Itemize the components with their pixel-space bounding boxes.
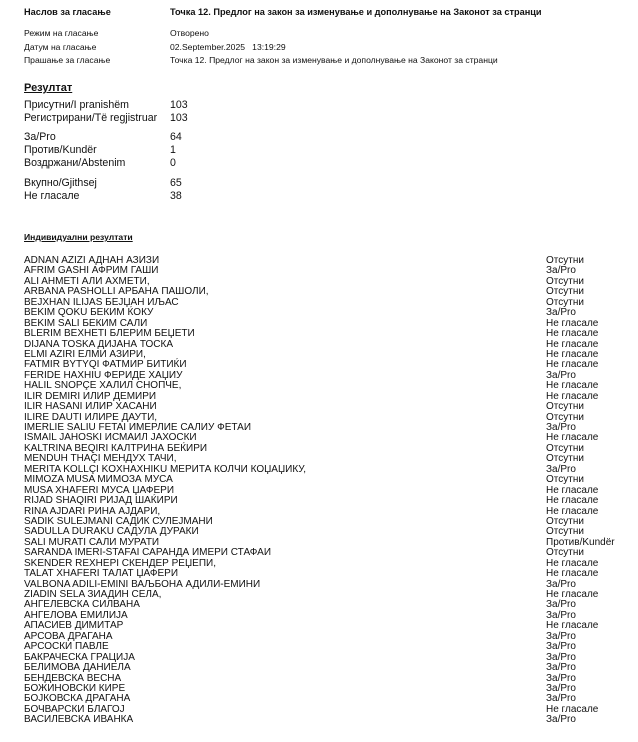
member-name: ARBANA PASHOLLI АРБАНА ПАШОЛИ, [24, 286, 209, 298]
member-vote: Отсутни [546, 442, 584, 454]
vote-mode-label: Режим на гласање [24, 28, 99, 38]
vote-question-label: Прашање за гласање [24, 55, 111, 65]
member-name: ILIRE DAUTI ИЛИРЕ ДАУТИ, [24, 411, 158, 423]
member-vote: Не гласале [546, 589, 599, 600]
member-vote: За/Pro [546, 693, 576, 705]
member-vote: За/Pro [546, 422, 576, 433]
member-vote: Не гласале [546, 557, 599, 569]
member-vote: Отсутни [546, 286, 584, 298]
stat-label: Не гласале [24, 190, 80, 202]
member-name: MUSA XHAFERI МУСА ЏАФЕРИ [24, 484, 175, 496]
stat-label: Вкупно/Gjithsej [24, 177, 97, 189]
member-name: БАКРАЧЕСКА ГРАЦИЈА [24, 651, 135, 663]
member-name: BEKIM SALI БЕКИМ САЛИ [24, 317, 148, 329]
member-name: SALI MURATI САЛИ МУРАТИ [24, 536, 160, 548]
member-vote: Не гласале [546, 432, 599, 444]
member-name: SKENDER REXHEPI СКЕНДЕР РЕЏЕПИ, [24, 557, 216, 569]
member-vote: За/Pro [546, 630, 576, 642]
member-name: FERIDE HAXHIU ФЕРИДЕ ХАЏИУ [24, 369, 183, 381]
member-vote: За/Pro [546, 463, 576, 475]
member-name: SADIK SULEJMANI САДИК СУЛЕЈМАНИ [24, 515, 213, 527]
member-name: AFRIM GASHI АФРИМ ГАШИ [24, 265, 159, 277]
member-name: ELMI AZIRI ЕЛМИ АЗИРИ, [24, 348, 146, 360]
member-vote: За/Pro [546, 599, 576, 611]
vote-title-value: Точка 12. Предлог на закон за изменување и дополнување на Законот за странци [170, 7, 542, 17]
member-name: БОЖИНОВСКИ КИРЕ [24, 682, 126, 694]
member-name: АНГЕЛЕВСКА СИЛВАНА [24, 599, 140, 611]
stat-label: Регистрирани/Të regjistruar [24, 112, 158, 124]
member-vote: Отсутни [546, 296, 584, 308]
member-name: TALAT XHAFERI ТАЛАТ ЏАФЕРИ [24, 568, 179, 580]
member-name: АПАСИЕВ ДИМИТАР [24, 620, 124, 632]
stat-value: 0 [170, 157, 176, 169]
member-name: DIJANA TOSKA ДИЈАНА ТОСКА [24, 338, 174, 350]
member-vote: Не гласале [546, 338, 599, 350]
table-row [24, 496, 624, 506]
member-vote: Отсутни [546, 526, 584, 538]
member-name: SARANDA IMERI-STAFAI САРАНДА ИМЕРИ СТАФАИ [24, 547, 272, 559]
member-vote: За/Pro [546, 662, 576, 674]
member-name: BEJXHAN ILIJAS БЕЈЏАН ИЉАС [24, 296, 179, 308]
table-row [24, 621, 624, 631]
member-vote: Не гласале [546, 484, 599, 496]
table-row [24, 632, 624, 642]
individual-results-list [24, 256, 624, 726]
member-vote: За/Pro [546, 578, 576, 590]
stat-value: 1 [170, 144, 176, 156]
member-vote: Отсутни [546, 474, 584, 486]
stat-label: За/Pro [24, 131, 56, 143]
table-row [24, 402, 624, 412]
member-vote: За/Pro [546, 672, 576, 684]
member-name: RINA AJDARI РИНА АЈДАРИ, [24, 505, 161, 517]
member-name: БЕНДЕВСКА ВЕСНА [24, 672, 122, 684]
member-name: АНГЕЛОВА ЕМИЛИЈА [24, 609, 128, 621]
member-vote: За/Pro [546, 714, 576, 726]
member-name: БЕЛИМОВА ДАНИЕЛА [24, 662, 131, 674]
vote-mode-value: Отворено [170, 28, 209, 38]
stat-label: Присутни/I pranishëm [24, 99, 129, 111]
member-name: HALIL SNOPÇE ХАЛИЛ СНОПЧЕ, [24, 380, 182, 392]
member-vote: За/Pro [546, 682, 576, 694]
stat-label: Воздржани/Abstenim [24, 157, 126, 169]
results-title: Резултат [24, 82, 73, 94]
member-vote: Не гласале [546, 348, 599, 360]
table-row [24, 569, 624, 579]
member-vote: Не гласале [546, 495, 599, 507]
member-vote: За/Pro [546, 307, 576, 319]
member-vote: Не гласале [546, 505, 599, 517]
member-vote: Не гласале [546, 620, 599, 632]
member-vote: За/Pro [546, 609, 576, 621]
member-vote: Отсутни [546, 275, 584, 287]
vote-title-label: Наслов за гласање [24, 7, 111, 17]
stat-value: 64 [170, 131, 182, 143]
table-row [24, 329, 624, 339]
member-vote: Не гласале [546, 359, 599, 371]
vote-question-value: Точка 12. Предлог на закон за изменување и дополнување на Законот за странци [170, 55, 498, 65]
member-name: MENDUH THAÇI МЕНДУХ ТАЧИ, [24, 453, 177, 465]
member-vote: За/Pro [546, 369, 576, 381]
member-name: ВАСИЛЕВСКА ИВАНКА [24, 714, 134, 726]
member-vote: Не гласале [546, 703, 599, 715]
member-vote: За/Pro [546, 641, 576, 653]
member-name: RIJAD SHAQIRI РИЈАД ШАЌИРИ [24, 495, 178, 507]
stat-value: 65 [170, 177, 182, 189]
member-vote: Не гласале [546, 328, 599, 340]
member-vote: Не гласале [546, 317, 599, 329]
stat-value: 38 [170, 190, 182, 202]
member-name: ADNAN AZIZI АДНАН АЗИЗИ [24, 255, 160, 266]
stat-value: 103 [170, 99, 188, 111]
member-vote: Отсутни [546, 411, 584, 423]
member-name: BLERIM BEXHETI БЛЕРИМ БЕЏЕТИ [24, 328, 195, 340]
member-name: VALBONA ADILI-EMINI ВАЉБОНА АДИЛИ-ЕМИНИ [24, 578, 261, 590]
member-vote: Не гласале [546, 380, 599, 392]
member-vote: Отсутни [546, 547, 584, 559]
member-name: BEKIM QOKU БЕКИМ ЌОКУ [24, 307, 154, 319]
stat-value: 103 [170, 112, 188, 124]
member-name: БОЈКОВСКА ДРАГАНА [24, 693, 131, 705]
vote-date-label: Датум на гласање [24, 42, 97, 52]
member-name: ILIR HASANI ИЛИР ХАСАНИ [24, 401, 157, 413]
member-name: MERITA KOLLÇI KOXHAXHIKU МЕРИТА КОЛЧИ КОЏАЏИКУ, [24, 463, 307, 475]
vote-date-value: 02.September.2025 13:19:29 [170, 42, 286, 52]
table-row [24, 663, 624, 673]
member-vote: Отсутни [546, 401, 584, 413]
member-name: ILIR DEMIRI ИЛИР ДЕМИРИ [24, 390, 157, 402]
member-name: ISMAIL JAHOSKI ИСМАИЛ ЈАХОСКИ [24, 432, 197, 444]
member-name: АРСОСКИ ПАВЛЕ [24, 641, 109, 653]
member-name: ZIADIN SELA ЗИАДИН СЕЛА, [24, 589, 162, 600]
member-vote: Не гласале [546, 568, 599, 580]
member-name: IMERLIE SALIU FETAI ИМЕРЛИЕ САЛИУ ФЕТАИ [24, 422, 252, 433]
stat-label: Против/Kundër [24, 144, 97, 156]
member-vote: Против/Kundër [546, 536, 615, 548]
member-name: MIMOZA MUSA МИМОЗА МУСА [24, 474, 173, 486]
member-name: ALI AHMETI АЛИ АХМЕТИ, [24, 275, 150, 287]
member-vote: Отсутни [546, 515, 584, 527]
member-name: KALTRINA BEQIRI КАЛТРИНА БЕЌИРИ [24, 442, 208, 454]
individual-results-title: Индивидуални резултати [24, 232, 133, 242]
member-vote: Отсутни [546, 453, 584, 465]
member-vote: За/Pro [546, 651, 576, 663]
member-vote: Отсутни [546, 255, 584, 266]
member-vote: За/Pro [546, 265, 576, 277]
member-name: SADULLA DURAKU САДУЛА ДУРАКИ [24, 526, 199, 538]
member-vote: Не гласале [546, 390, 599, 402]
member-name: FATMIR BYTYQI ФАТМИР БИТИЌИ [24, 359, 187, 371]
member-name: АРСОВА ДРАГАНА [24, 630, 113, 642]
member-name: БОЧВАРСКИ БЛАГОЈ [24, 703, 125, 715]
table-row [24, 715, 624, 725]
